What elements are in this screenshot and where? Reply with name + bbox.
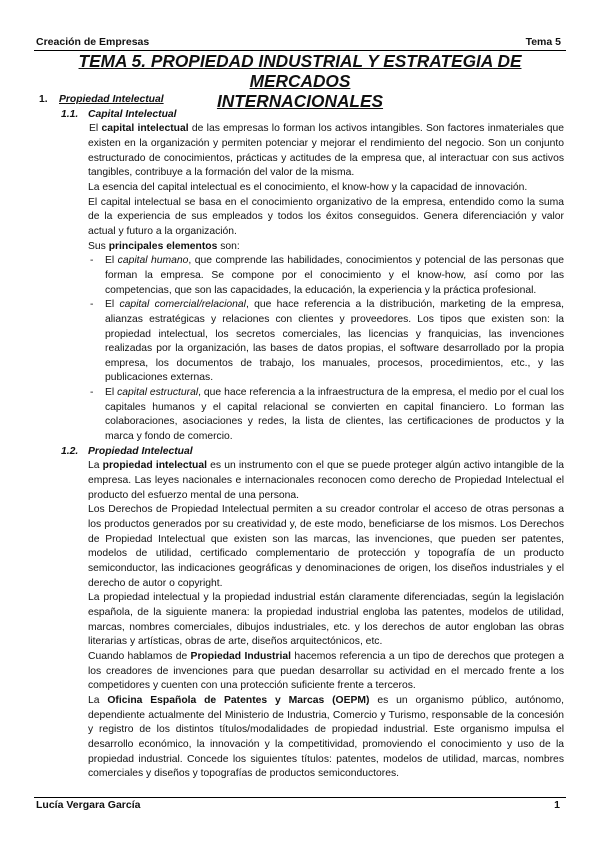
header-course: Creación de Empresas: [36, 36, 150, 48]
paragraph: La esencia del capital intelectual es el conocimiento, el know-how y la capacidad de innovación.: [88, 181, 528, 193]
subsection-title: Propiedad Intelectual: [88, 445, 193, 457]
subsection-number: 1.1.: [61, 108, 79, 120]
section-title: Propiedad Intelectual: [59, 94, 164, 105]
subsection-number: 1.2.: [61, 445, 79, 457]
paragraph: La Oficina Española de Patentes y Marcas (OEPM) es un organismo público, autónomo, dependiente actualmente del Ministerio de Industria, Comercio y Turismo, responsable de la concesión y registro de los distintos títulos/modalidades de propiedad industrial. Este organismo impulsa el desarrollo económico, la innovación y la competitividad, promoviendo el conocimiento y uso de la propiedad industrial. Concede los siguientes títulos: patentes, modelos de utilidad, marcas, nombres comerciales y diseños y topografías de productos semiconductores.: [88, 694, 564, 780]
dash-bullet: -: [90, 255, 94, 267]
document-body: [37, 93, 564, 782]
footer-author: Lucía Vergara García: [36, 799, 141, 811]
title-line-1: TEMA 5. PROPIEDAD INDUSTRIAL Y ESTRATEGIA DE MERCADOS: [78, 51, 522, 91]
subsection-heading: [61, 108, 564, 123]
dash-bullet: -: [90, 299, 94, 311]
subsection-title: Capital Intelectual: [88, 108, 177, 120]
list-item: - El capital estructural, que hace referencia a la infraestructura de la empresa, el medio por el cual los capitales humanos y el capital relacional se convierten en capital financiero. Lo forman las colaboraciones, asociaciones y redes, la lista de clientes, las certificaciones de productos y la marca y fondo de comercio.: [90, 387, 564, 443]
section-heading: [39, 93, 564, 108]
paragraph: El capital intelectual se basa en el conocimiento organizativo de la empresa, entendido como la suma de la experiencia de sus empleados y todos los éxitos conseguidos. Genera diferenciación y valor actual y futuro a la organización.: [88, 196, 564, 237]
header-topic: Tema 5: [525, 36, 561, 48]
paragraph: La propiedad intelectual y la propiedad industrial están claramente diferenciadas, según la legislación española, de la siguiente manera: la propiedad industrial engloba las patentes, modelos de utilidad, marcas, nombres comerciales, dibujos industriales, etc. y los derechos de autor engloban las obras literarias y artísticas, obras de arte, diseños arquitectónicos, etc.: [88, 592, 564, 648]
title-line-2: INTERNACIONALES: [216, 91, 384, 111]
list-item: - El capital humano, que comprende las habilidades, conocimientos y potencial de las personas que forman la empresa. Se compone por el conocimiento y el know-how, así como por las competencias, que son las capacidades, la educación, la experiencia y la práctica profesional.: [90, 255, 564, 296]
paragraph: Los Derechos de Propiedad Intelectual permiten a su creador controlar el acceso de otras personas a los productos generados por su creatividad y, de este modo, beneficiarse de los mismos. Los Derechos de Propiedad Intelectual que existen son las marcas, las invenciones, que pueden ser patentes, modelos de utilidad, certificado complementario de protección y topografía de un producto semiconductor, las indicaciones geográficas y denominaciones de origen, los diseños industriales y el derecho de autor o copyright.: [88, 504, 564, 589]
page-header: [36, 36, 564, 50]
list-item: - El capital comercial/relacional, que hace referencia a la distribución, marketing de la empresa, alianzas estratégicas y relaciones con clientes y proveedores. Los tipos que existen son: la propiedad intelectual, los secretos comerciales, las licencias y franquicias, las invenciones realizadas por la organización, las bases de datos propias, el software desarrollado por la propia empresa, los documentos de trabajo, los manuales, procesos, procedimientos, etc., y las publicaciones externas.: [90, 299, 564, 384]
section-number: 1.: [39, 94, 48, 105]
subsection-heading: [61, 445, 564, 460]
paragraph: El capital intelectual de las empresas lo forman los activos intangibles. Son factores inmateriales que existen en la organización y permiten potenciar y mejorar el rendimiento del negocio. Son un conjunto estructurado de conocimientos, prácticas y actitudes de la empresa que, al interactuar con sus activos tangibles, contribuye a la formación del valor de la misma.: [88, 123, 564, 179]
paragraph: Cuando hablamos de Propiedad Industrial hacemos referencia a un tipo de derechos que protegen a los creadores de invenciones para que puedan desarrollar su actividad en el mercado frente a los competidores y cuenten con una protección suficiente frente a terceros.: [88, 650, 564, 692]
page-number: 1: [554, 799, 560, 811]
footer-rule: [34, 797, 566, 798]
dash-bullet: -: [90, 387, 94, 399]
paragraph: Sus principales elementos son:: [88, 240, 240, 252]
elements-list: [88, 254, 564, 445]
paragraph: La propiedad intelectual es un instrumento con el que se puede proteger algún activo intangible de la empresa. Las leyes nacionales e internacionales reconocen como derecho de Propiedad Intelectual el producto del esfuerzo mental de una persona.: [88, 460, 564, 501]
